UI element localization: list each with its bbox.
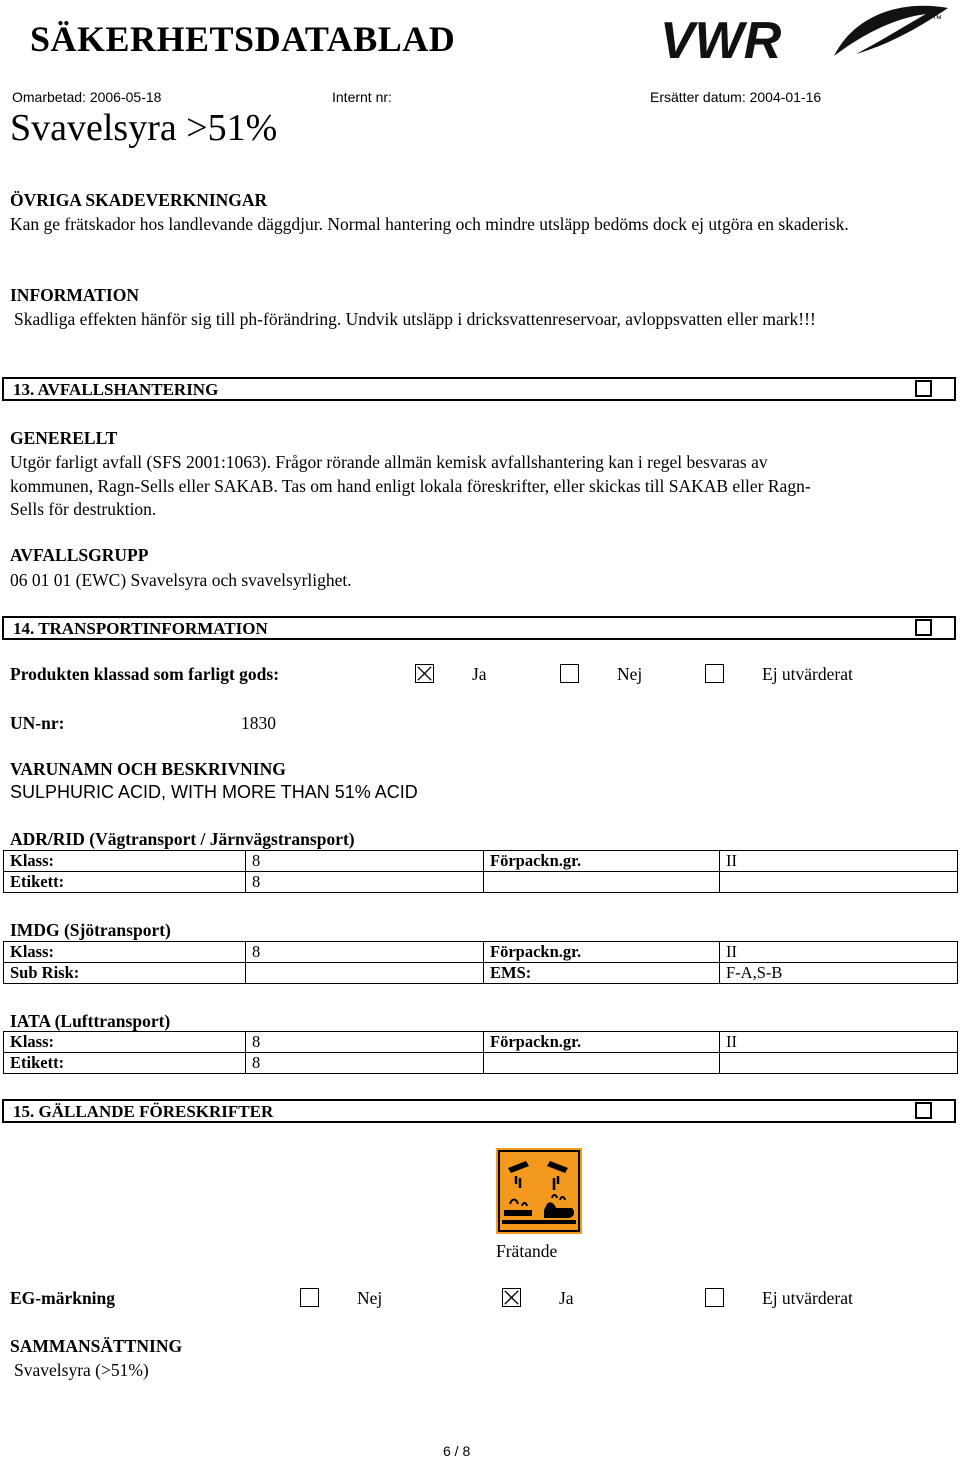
eg-yes-label: Ja — [559, 1288, 574, 1308]
general-text-line-1: Utgör farligt avfall (SFS 2001:1063). Frågor rörande allmän kemisk avfallshantering kan i regel besvaras av — [10, 452, 768, 472]
eg-unevaluated-label: Ej utvärderat — [762, 1288, 853, 1308]
un-number-value: 1830 — [241, 713, 276, 733]
dangerous-goods-yes-checkbox[interactable] — [415, 664, 434, 683]
adr-table — [3, 850, 958, 893]
dangerous-goods-unevaluated-checkbox[interactable] — [705, 664, 724, 683]
un-number-label: UN-nr: — [10, 713, 65, 733]
composition-heading: SAMMANSÄTTNING — [10, 1336, 183, 1356]
product-name: Svavelsyra >51% — [10, 107, 278, 149]
svg-text:™: ™ — [932, 14, 942, 25]
table-row — [4, 942, 958, 963]
composition-text: Svavelsyra (>51%) — [14, 1360, 149, 1380]
other-effects-text: Kan ge frätskador hos landlevande däggdjur. Normal hantering och mindre utsläpp bedöms dock ej utgöra en skaderisk. — [10, 214, 849, 234]
section-15-header — [2, 1099, 956, 1123]
eg-unevaluated-checkbox[interactable] — [705, 1288, 724, 1307]
adr-packing-group-value: II — [720, 851, 958, 872]
product-description: SULPHURIC ACID, WITH MORE THAN 51% ACID — [10, 782, 418, 802]
section-13-title: 13. AVFALLSHANTERING — [13, 380, 219, 399]
dangerous-goods-yes-label: Ja — [472, 664, 487, 684]
revised-date: Omarbetad: 2006-05-18 — [12, 89, 162, 105]
section-14-header — [2, 616, 956, 640]
iata-class-value: 8 — [246, 1032, 484, 1053]
product-name-heading: VARUNAMN OCH BESKRIVNING — [10, 759, 286, 779]
dangerous-goods-no-label: Nej — [617, 664, 643, 684]
dangerous-goods-no-checkbox[interactable] — [560, 664, 579, 683]
waste-group-text: 06 01 01 (EWC) Svavelsyra och svavelsyrlighet. — [10, 570, 352, 590]
dangerous-goods-label: Produkten klassad som farligt gods: — [10, 664, 280, 684]
adr-label-value: 8 — [246, 872, 484, 893]
table-row — [4, 1032, 958, 1053]
dangerous-goods-unevaluated-label: Ej utvärderat — [762, 664, 853, 684]
imdg-packing-group-label: Förpackn.gr. — [484, 942, 720, 963]
imdg-sub-risk-value — [246, 963, 484, 984]
imdg-class-label: Klass: — [4, 942, 246, 963]
waste-group-heading: AVFALLSGRUPP — [10, 545, 149, 565]
imdg-ems-label: EMS: — [484, 963, 720, 984]
eg-no-label: Nej — [357, 1288, 383, 1308]
iata-empty-cell — [720, 1053, 958, 1074]
eg-yes-checkbox[interactable] — [502, 1288, 521, 1307]
corrosive-hazard-icon — [496, 1148, 582, 1234]
hazard-symbol-label: Frätande — [496, 1241, 558, 1261]
adr-class-value: 8 — [246, 851, 484, 872]
information-text: Skadliga effekten hänför sig till ph-förändring. Undvik utsläpp i dricksvattenreservoar, avloppsvatten eller mark!!! — [14, 309, 816, 329]
adr-empty-cell — [484, 872, 720, 893]
table-row — [4, 872, 958, 893]
imdg-class-value: 8 — [246, 942, 484, 963]
adr-label-label: Etikett: — [4, 872, 246, 893]
iata-packing-group-label: Förpackn.gr. — [484, 1032, 720, 1053]
section-13-checkbox[interactable] — [915, 380, 932, 397]
iata-label-label: Etikett: — [4, 1053, 246, 1074]
iata-class-label: Klass: — [4, 1032, 246, 1053]
iata-empty-cell — [484, 1053, 720, 1074]
page-number: 6 / 8 — [443, 1443, 471, 1459]
imdg-packing-group-value: II — [720, 942, 958, 963]
adr-packing-group-label: Förpackn.gr. — [484, 851, 720, 872]
replaces-date: Ersätter datum: 2004-01-16 — [650, 89, 822, 105]
eg-marking-label: EG-märkning — [10, 1288, 116, 1308]
adr-class-label: Klass: — [4, 851, 246, 872]
other-effects-heading: ÖVRIGA SKADEVERKNINGAR — [10, 190, 268, 210]
table-row — [4, 1053, 958, 1074]
eg-no-checkbox[interactable] — [300, 1288, 319, 1307]
general-heading: GENERELLT — [10, 428, 118, 448]
information-heading: INFORMATION — [10, 285, 139, 305]
iata-packing-group-value: II — [720, 1032, 958, 1053]
iata-heading: IATA (Lufttransport) — [10, 1011, 171, 1031]
logo-text: VWR — [660, 12, 782, 70]
imdg-table — [3, 941, 958, 984]
table-row — [4, 963, 958, 984]
section-14-title: 14. TRANSPORTINFORMATION — [13, 619, 268, 638]
iata-label-value: 8 — [246, 1053, 484, 1074]
general-text-line-3: Sells för destruktion. — [10, 499, 157, 519]
section-15-title: 15. GÄLLANDE FÖRESKRIFTER — [13, 1102, 274, 1121]
section-15-checkbox[interactable] — [915, 1102, 932, 1119]
iata-table — [3, 1031, 958, 1074]
vwr-logo — [656, 2, 956, 77]
adr-heading: ADR/RID (Vägtransport / Järnvägstransport) — [10, 829, 355, 849]
internal-number: Internt nr: — [332, 89, 392, 105]
section-13-header — [2, 377, 956, 401]
adr-empty-cell — [720, 872, 958, 893]
general-text-line-2: kommunen, Ragn-Sells eller SAKAB. Tas om hand enligt lokala föreskrifter, eller skickas till SAKAB eller Ragn- — [10, 476, 811, 496]
table-row — [4, 851, 958, 872]
section-14-checkbox[interactable] — [915, 619, 932, 636]
document-title: SÄKERHETSDATABLAD — [30, 19, 456, 59]
imdg-heading: IMDG (Sjötransport) — [10, 920, 171, 940]
imdg-sub-risk-label: Sub Risk: — [4, 963, 246, 984]
imdg-ems-value: F-A,S-B — [720, 963, 958, 984]
